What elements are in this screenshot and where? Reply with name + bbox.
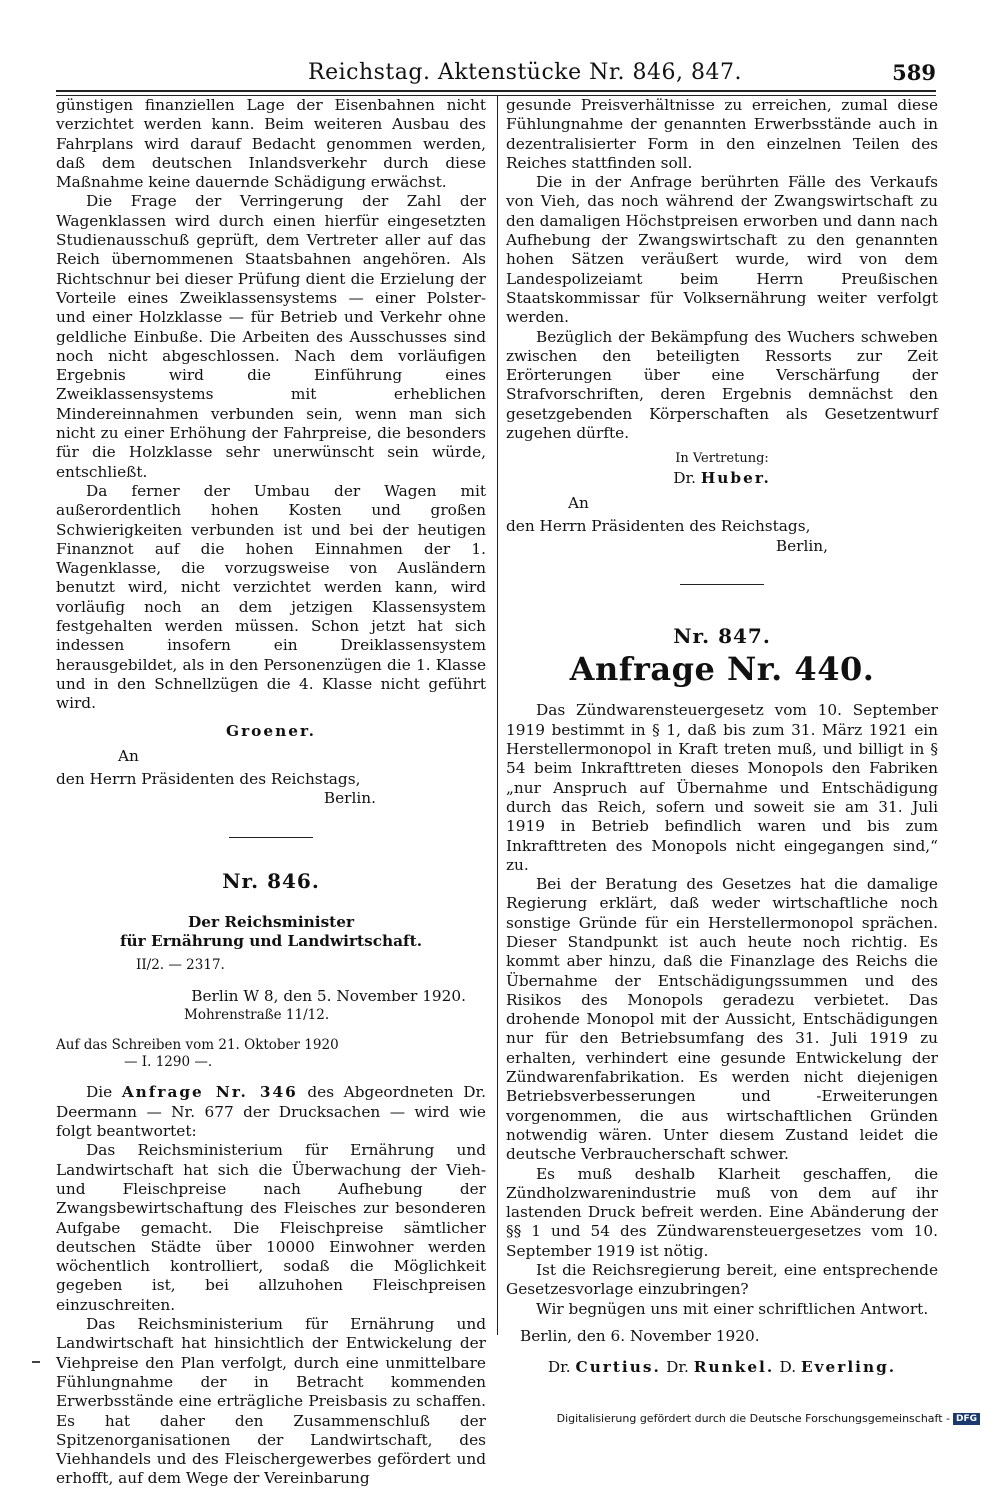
- letter-date: Berlin W 8, den 5. November 1920.: [191, 986, 466, 1005]
- left-column: [56, 96, 486, 1489]
- paragraph: Bei der Beratung des Gesetzes hat die damalige Regierung erklärt, daß weder wirtschaftliche noch sonstige Gründe für ein Herstellermonopol sprächen. Dieser Standpunkt ist auch heute noch richtig. Es kommt aber hinzu, daß die Finanzlage des Reichs die Übernahme der Entschädigungssummen und des Risikos des Monopols geradezu verbietet. Das drohende Monopol mit der Aussicht, Entschädigungen nur für den Betriebsumfang des 31. Juli 1919 zu erhalten, verhindert eine gesunde Entwickelung der Zündwarenfabrikation. Es werden nicht diejenigen Betriebsverbesserungen und -Erweiterungen vorgenommen, die aus wirtschaftlichen Gründen notwendig wären. Unter diesem Zustand leidet die deutsche Verbraucherschaft schwer.: [506, 875, 938, 1164]
- dfg-logo-icon: DFG: [953, 1413, 980, 1425]
- addressee-an: An: [568, 493, 589, 512]
- addressee-city: Berlin,: [775, 536, 828, 555]
- sender-line-1: Der Reichsminister: [187, 912, 355, 931]
- paragraph: Es muß deshalb Klarheit geschaffen, die Zündholzwarenindustrie muß von dem auf ihr lastenden Druck befreit werden. Eine Abänderung der §§ 1 und 54 des Zündwarensteuergesetzes vom 10. September 1919 ist nötig.: [506, 1164, 938, 1260]
- document-number-846: Nr. 846.: [222, 868, 320, 893]
- section-divider: [680, 584, 764, 585]
- margin-mark: [32, 1361, 40, 1363]
- title-dr: Dr.: [666, 1358, 694, 1377]
- paragraph: Die in der Anfrage berührten Fälle des Verkaufs von Vieh, das noch während der Zwangswirtschaft zu den damaligen Höchstpreisen erworben und dann nach Aufhebung der Zwangswirtschaft zu den genannten hohen Sätzen veräußert wurde, wird von dem Landespolizeiamt beim Herrn Preußischen Staatskommissar für Volksernährung weiter verfolgt werden.: [506, 173, 938, 327]
- paragraph: gesunde Preisverhältnisse zu erreichen, zumal diese Fühlungnahme der genannten Erwerbsstände auch in dezentralisierter Form in den einzelnen Teilen des Reiches stattfinden soll.: [506, 96, 938, 172]
- page-number: 589: [892, 60, 936, 85]
- sender-line-2: für Ernährung und Landwirtschaft.: [119, 932, 423, 951]
- text-run: Die: [86, 1083, 122, 1102]
- addressee-city: Berlin.: [323, 789, 376, 808]
- reference-line: Auf das Schreiben vom 21. Oktober 1920: [56, 1037, 339, 1054]
- reference-block: [56, 1037, 486, 1071]
- header-title: Reichstag. Aktenstücke Nr. 846, 847.: [308, 60, 742, 85]
- footer-credit: Digitalisierung gefördert durch die Deutsche Forschungsgemeinschaft -: [556, 1412, 950, 1425]
- document-number-847: Nr. 847.: [673, 623, 771, 648]
- addressee-line: den Herrn Präsidenten des Reichstags,: [56, 770, 361, 789]
- signature-name: Huber.: [700, 468, 771, 487]
- reference-line: — I. 1290 —.: [124, 1054, 213, 1071]
- text-run: des Abgeordneten Dr. Deermann — Nr. 677 der Drucksachen — wird wie folgt beantwortet:: [56, 1083, 486, 1141]
- right-column: [506, 96, 938, 1378]
- title-dr: Dr.: [547, 1358, 576, 1377]
- digitization-footer: [557, 1412, 980, 1425]
- anfrage-reference: Anfrage Nr. 346: [121, 1083, 298, 1102]
- paragraph: Wir begnügen uns mit einer schriftlichen Antwort.: [536, 1299, 929, 1318]
- signer-everling: Everling.: [800, 1358, 897, 1377]
- paragraph: Die Frage der Verringerung der Zahl der Wagenklassen wird durch einen hierfür eingesetzten Studienausschuß geprüft, dem Vertreter aller auf das Reich übernommenen Staatsbahnen angehören. Als Richtschnur bei dieser Prüfung dient die Erzielung der Vorteile eines Zweiklassensystems — einer Polster- und einer Holzklasse — für Betrieb und Verkehr ohne geldliche Einbuße. Die Arbeiten des Ausschusses sind noch nicht abgeschlossen. Nach dem vorläufigen Ergebnis wird die Einführung eines Zweiklassensystems mit erheblichen Mindereinnahmen verbunden sein, wenn man sich nicht zu einer Erhöhung der Fahrpreise, die besonders für die Holzklasse sehr unerwünscht sein würde, entschließt.: [56, 192, 486, 481]
- paragraph: Das Reichsministerium für Ernährung und Landwirtschaft hat sich die Überwachung der Vieh- und Fleischpreise nach Aufhebung der Zwangsbewirtschaftung des Fleisches zur besonderen Aufgabe gemacht. Die Fleischpreise sämtlicher deutschen Städte über 10000 Einwohner werden wöchentlich kontrolliert, sodaß die Möglichkeit gegeben ist, bei allzuhohen Fleischpreisen einzuschreiten.: [56, 1141, 486, 1314]
- addressee-an: An: [118, 746, 139, 765]
- anfrage-title: Anfrage Nr. 440.: [569, 650, 875, 689]
- signatories: [506, 1358, 938, 1377]
- paragraph: Das Zündwarensteuergesetz vom 10. September 1919 bestimmt in § 1, daß bis zum 31. März 1921 ein Herstellermonopol in Kraft treten muß, und billigt in § 54 beim Inkrafttreten dieses Monopols den Fabriken „nur Anspruch auf Übernahme und Entschädigung durch das Reich, sofern und soweit sie am 31. Juli 1919 in Betrieb befindlich waren und bis zum Inkrafttreten des Monopols nicht eingegangen sind,“ zu.: [506, 701, 938, 874]
- signature-groener: Groener.: [226, 721, 316, 740]
- street-address: Mohrenstraße 11/12.: [184, 1007, 330, 1024]
- title-dr: Dr.: [673, 468, 701, 487]
- addressee-line: den Herrn Präsidenten des Reichstags,: [506, 517, 811, 536]
- signature-huber: [506, 469, 938, 488]
- title-d: D.: [779, 1358, 801, 1377]
- paragraph: Das Reichsministerium für Ernährung und Landwirtschaft hat hinsichtlich der Entwickelung der Viehpreise den Plan verfolgt, durch eine unmittelbare Fühlungnahme der in Betracht kommenden Erwerbsstände eine erträgliche Preisbasis zu schaffen. Es hat daher den Zusammenschluß der Spitzenorganisationen der Landwirtschaft, des Viehhandels und des Fleischergewerbes gefördert und erhofft, auf dem Wege der Vereinbarung: [56, 1315, 486, 1488]
- final-date: Berlin, den 6. November 1920.: [520, 1326, 760, 1345]
- paragraph: Bezüglich der Bekämpfung des Wuchers schweben zwischen den beteiligten Ressorts zur Zeit Erörterungen über eine Verschärfung der Strafvorschriften, deren Ergebnis demnächst den gesetzgebenden Körperschaften als Gesetzentwurf zugehen dürfte.: [506, 327, 938, 443]
- column-divider: [497, 95, 498, 1335]
- signer-curtius: Curtius.: [575, 1358, 661, 1377]
- paragraph: günstigen finanziellen Lage der Eisenbahnen nicht verzichtet werden kann. Beim weiteren Ausbau des Fahrplans wird darauf Bedacht genommen werden, daß dem deutschen Inlandsverkehr durch diese Maßnahme keine dauernde Schädigung erwächst.: [56, 96, 486, 192]
- paragraph: [56, 1083, 486, 1141]
- file-number: II/2. — 2317.: [136, 956, 225, 973]
- page-header: [56, 58, 936, 88]
- paragraph: Da ferner der Umbau der Wagen mit außerordentlich hohen Kosten und großen Schwierigkeiten verbunden ist und bei der heutigen Finanznot auf die hohen Einnahmen der 1. Wagenklasse, die vorzugsweise von Ausländern benutzt wird, nicht verzichtet werden kann, wird vorläufig noch an dem jetzigen Klassensystem festgehalten werden müssen. Schon jetzt hat sich indessen insofern ein Dreiklassensystem herausgebildet, als in den Personenzügen die 1. Klasse und in den Schnellzügen die 4. Klasse nicht geführt wird.: [56, 481, 486, 713]
- signer-runkel: Runkel.: [693, 1358, 775, 1377]
- paragraph: Ist die Reichsregierung bereit, eine entsprechende Gesetzesvorlage einzubringen?: [506, 1261, 938, 1299]
- in-vertretung: In Vertretung:: [675, 451, 769, 467]
- section-divider: [229, 837, 313, 838]
